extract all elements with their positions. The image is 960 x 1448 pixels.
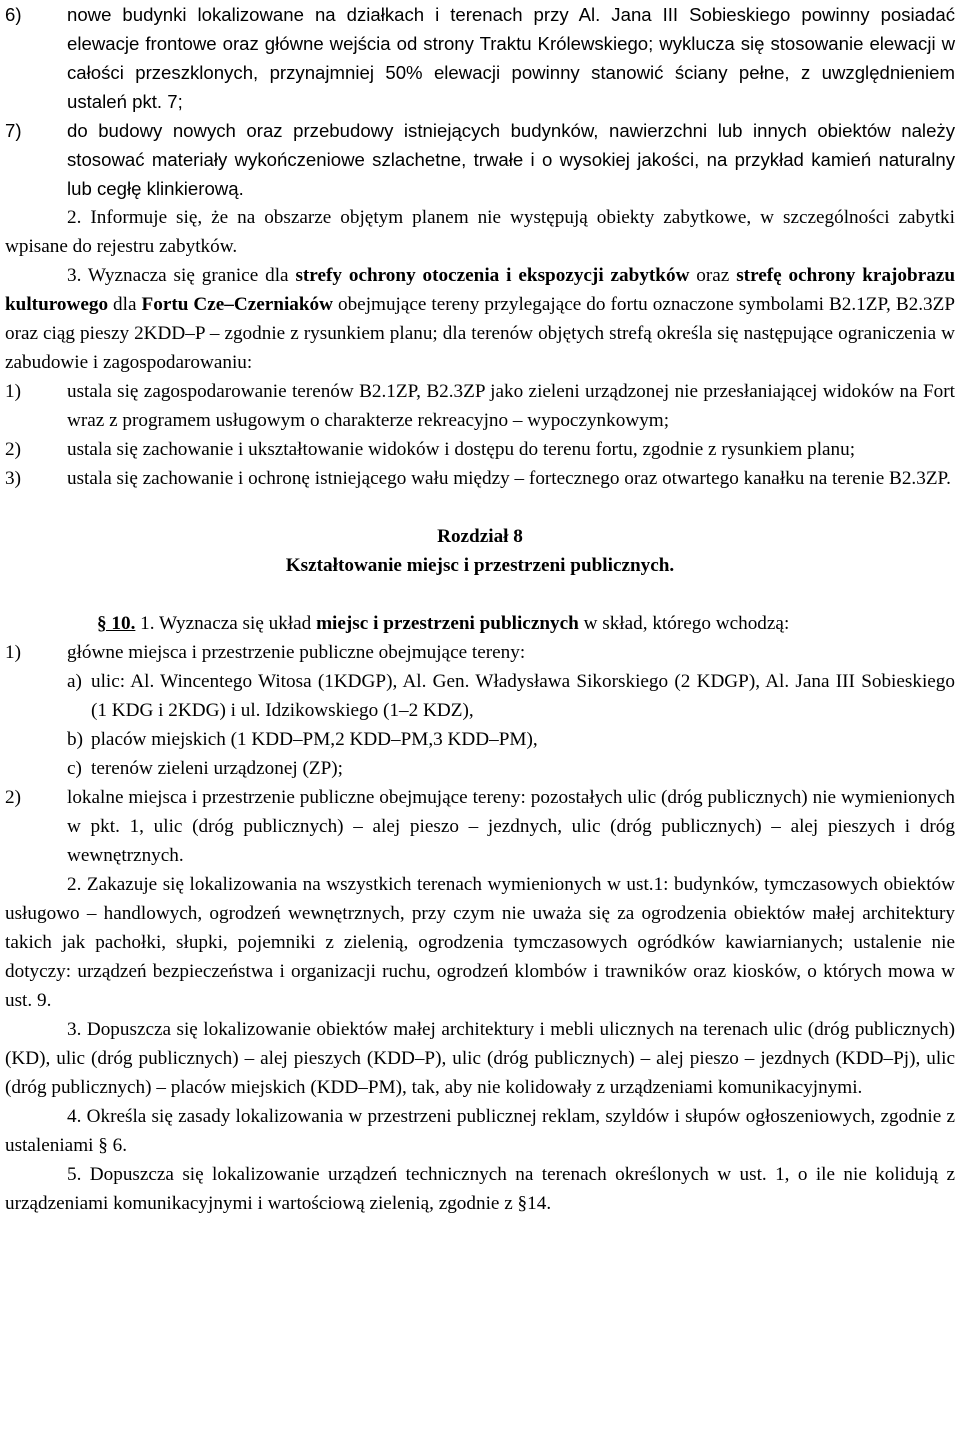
list-item [5,116,955,203]
spacer [5,580,955,609]
item-text: nowe budynki lokalizowane na działkach i terenach przy Al. Jana III Sobieskiego powinny posiadać elewacje frontowe oraz główne wejścia od strony Traktu Królewskiego; wyklucza się stosowanie elewacji w całości przeszklonych, przynajmniej 50% elewacji powinny stanowić ściany pełne, z uwzględnieniem ustaleń pkt. 7; [67,4,955,112]
list-item [5,377,955,435]
list-item [5,435,955,464]
item-text: ustala się zagospodarowanie terenów B2.1ZP, B2.3ZP jako zieleni urządzonej nie przesłaniającej widoków na Fort wraz z programem usługowym o charakterze rekreacyjno – wypoczynkowym; [67,381,955,431]
item-letter: c) [67,758,82,779]
sub-list-item [5,754,955,783]
item-number: 2) [5,439,21,460]
text-run: dla [108,294,142,315]
item-number: 6) [5,4,22,25]
paragraph-2: 2. Informuje się, że na obszarze objętym planem nie występują obiekty zabytkowe, w szczególności zabytki wpisane do rejestru zabytków. [5,207,955,257]
item-number: 2) [5,787,21,808]
bold-run: miejsc i przestrzeni publicznych [316,613,579,634]
list-item [5,0,955,116]
item-text: placów miejskich (1 KDD–PM,2 KDD–PM,3 KDD–PM), [91,729,538,750]
section-10-intro [5,609,955,638]
bold-run: strefę ochrony krajobrazu kulturowego [5,265,955,315]
text-run: obejmujące tereny przylegające do fortu oznaczone symbolami B2.1ZP, B2.3ZP oraz ciąg pieszy 2KDD–P – zgodnie z rysunkiem planu; dla terenów objętych strefą określa się następujące ograniczenia w zabudowie i zagospodarowaniu: [5,294,955,373]
item-letter: b) [67,729,83,750]
bold-run: strefy ochrony otoczenia i ekspozycji zabytków [295,265,690,286]
paragraph-3 [5,261,955,377]
item-letter: a) [67,671,82,692]
item-number: 3) [5,468,21,489]
paragraph: 3. Dopuszcza się lokalizowanie obiektów małej architektury i mebli ulicznych na terenach ulic (dróg publicznych) (KD), ulic (dróg publicznych) – alej pieszych (KDD–P), ulic (dróg publicznych) – alej pieszo – jezdnych (KDD–Pj), ulic (dróg publicznych) – placów miejskich (KDD–PM), tak, aby nie kolidowały z urządzeniami komunikacyjnymi. [5,1019,955,1098]
text-run: w skład, którego wchodzą: [578,613,790,634]
item-text: terenów zieleni urządzonej (ZP); [91,758,343,779]
text-run: oraz [689,265,737,286]
item-number: 1) [5,642,21,663]
item-text: ulic: Al. Wincentego Witosa (1KDGP), Al. Gen. Władysława Sikorskiego (2 KDGP), Al. Jana III Sobieskiego (1 KDG i 2KDG) i ul. Idzikowskiego (1–2 KDZ), [91,671,955,721]
spacer [5,493,955,522]
item-text: do budowy nowych oraz przebudowy istniejących budynków, nawierzchni lub innych obiektów należy stosować materiały wykończeniowe szlachetne, trwałe i o wysokiej jakości, na przykład kamień naturalny lub cegłę klinkierową. [67,120,955,199]
paragraph: 2. Zakazuje się lokalizowania na wszystkich terenach wymienionych w ust.1: budynków, tymczasowych obiektów usługowo – handlowych, ogrodzeń wewnętrznych, przy czym nie uważa się za ogrodzenia obiektów małej architektury takich jak pachołki, słupki, pojemniki z zielenią, ogrodzenia tymczasowych ogródków kawiarnianych; ustalenie nie dotyczy: urządzeń bezpieczeństwa i organizacji ruchu, ogrodzeń klombów i trawników oraz kiosków, o których mowa w ust. 9. [5,874,955,1011]
item-text: ustala się zachowanie i ukształtowanie widoków i dostępu do terenu fortu, zgodnie z rysunkiem planu; [67,439,856,460]
item-text: główne miejsca i przestrzenie publiczne obejmujące tereny: [67,642,526,663]
item-text: lokalne miejsca i przestrzenie publiczne obejmujące tereny: pozostałych ulic (dróg publicznych) nie wymienionych w pkt. 1, ulic (dróg publicznych) – alej pieszo – jezdnych, ulic (dróg publicznych) – alej pieszych i dróg wewnętrznych. [67,787,955,866]
paragraph: 5. Dopuszcza się lokalizowanie urządzeń technicznych na terenach określonych w ust. 1, o ile nie kolidują z urządzeniami komunikacyjnymi i wartościową zielenią, zgodnie z §14. [5,1164,955,1214]
item-number: 7) [5,120,22,141]
list-item [5,638,955,667]
item-text: ustala się zachowanie i ochronę istniejącego wału między – fortecznego oraz otwartego kanałku na terenie B2.3ZP. [67,468,951,489]
bold-run: Fortu Cze–Czerniaków [141,294,333,315]
section-mark: § 10. [97,613,136,634]
list-item [5,783,955,870]
text-run: 3. Wyznacza się granice dla [67,265,296,286]
paragraph: 4. Określa się zasady lokalizowania w przestrzeni publicznej reklam, szyldów i słupów ogłoszeniowych, zgodnie z ustaleniami § 6. [5,1106,955,1156]
chapter-subtitle: Kształtowanie miejsc i przestrzeni publicznych. [285,555,675,576]
sub-list-item [5,667,955,725]
list-item [5,464,955,493]
text-run: 1. Wyznacza się układ [135,613,317,634]
chapter-title: Rozdział 8 [437,526,523,547]
item-number: 1) [5,381,21,402]
sub-list-item [5,725,955,754]
